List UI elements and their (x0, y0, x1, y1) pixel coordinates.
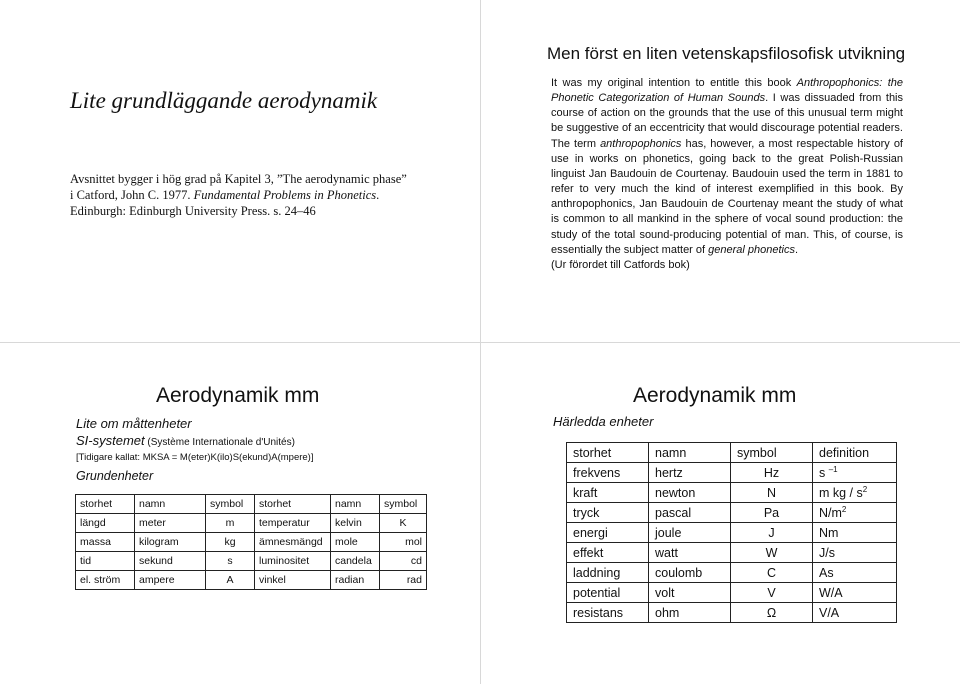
table-cell: N (731, 483, 813, 503)
header-cell: definition (813, 443, 897, 463)
table-cell: coulomb (649, 563, 731, 583)
table-cell: energi (567, 523, 649, 543)
table-header-row (76, 495, 427, 514)
header-cell: symbol (731, 443, 813, 463)
slide4-title: Aerodynamik mm (633, 384, 797, 407)
quote-italic-3: general phonetics (708, 243, 795, 256)
table-cell: el. ström (76, 571, 135, 590)
reference-book-title: Fundamental Problems in Phonetics (193, 188, 377, 202)
definition-base: N/m (819, 506, 842, 521)
table-header-row (567, 443, 897, 463)
si-label: SI-systemet (76, 433, 145, 448)
table-cell: ampere (135, 571, 206, 590)
table-cell: volt (649, 583, 731, 603)
table-cell: temperatur (255, 514, 331, 533)
table-cell: kraft (567, 483, 649, 503)
slide3-intro (76, 416, 416, 465)
slide1-reference (70, 171, 410, 219)
quote-text-4: . (794, 243, 799, 256)
table-cell (813, 483, 897, 503)
slide3-title: Aerodynamik mm (156, 384, 320, 407)
table-cell (813, 523, 897, 543)
table-cell (813, 563, 897, 583)
table-cell: massa (76, 533, 135, 552)
table-cell: W (731, 543, 813, 563)
table-row (567, 463, 897, 483)
slide2-quote (551, 76, 903, 273)
table-cell: luminositet (255, 552, 331, 571)
mksa-note: [Tidigare kallat: MKSA = M(eter)K(ilo)S(ekund)A(mpere)] (76, 452, 314, 463)
table-row (76, 552, 427, 571)
table-cell: Ω (731, 603, 813, 623)
table-cell (813, 463, 897, 483)
derived-units-table (566, 442, 897, 623)
definition-exponent: –1 (828, 464, 838, 474)
table-cell: mol (380, 533, 427, 552)
table-cell (813, 503, 897, 523)
table-cell: newton (649, 483, 731, 503)
table-cell: m (206, 514, 255, 533)
header-cell: namn (135, 495, 206, 514)
base-units-heading: Grundenheter (76, 469, 154, 483)
table-row (76, 571, 427, 590)
header-cell: storhet (255, 495, 331, 514)
table-cell: C (731, 563, 813, 583)
table-cell: ämnesmängd (255, 533, 331, 552)
table-row (567, 543, 897, 563)
definition-base: V/A (819, 606, 840, 621)
definition-base: m kg / s (819, 486, 863, 501)
quote-text-1: It was my original intention to entitle this book (551, 77, 797, 89)
definition-base: W/A (819, 586, 843, 601)
header-cell: storhet (567, 443, 649, 463)
table-cell (813, 543, 897, 563)
definition-exponent: 2 (841, 504, 847, 514)
table-row (567, 603, 897, 623)
table-cell: pascal (649, 503, 731, 523)
table-cell: resistans (567, 603, 649, 623)
table-cell: potential (567, 583, 649, 603)
table-cell: meter (135, 514, 206, 533)
table-row (567, 503, 897, 523)
table-cell: ohm (649, 603, 731, 623)
table-cell: s (206, 552, 255, 571)
table-cell: sekund (135, 552, 206, 571)
header-cell: namn (649, 443, 731, 463)
table-row (76, 533, 427, 552)
base-units-table (75, 494, 427, 590)
table-cell: rad (380, 571, 427, 590)
definition-base: As (819, 566, 834, 581)
si-full-name: (Système Internationale d'Unités) (144, 437, 295, 448)
table-cell (813, 583, 897, 603)
table-cell: J (731, 523, 813, 543)
quote-italic-2: anthropophonics (600, 137, 682, 150)
si-system-line (76, 432, 416, 451)
table-row (76, 514, 427, 533)
quote-text-3: has, however, a most respectable history of use in works on phonetics, going back to the great Polish-Russian linguist Jan Baudouin de Courtenay. Baudouin used the term in 1881 to refer to very much the kind of interest exemplified in this book. By anthropophonics, Jan Baudouin de Courtenay meant the study of what is common to all mankind in the sphere of vocal sound production: the study of the total sound-producing potential of man. This, of course, is essentially the subject matter of (551, 137, 903, 256)
table-cell (813, 603, 897, 623)
table-cell: kelvin (331, 514, 380, 533)
table-cell: kilogram (135, 533, 206, 552)
definition-base: Nm (819, 526, 839, 541)
table-cell: watt (649, 543, 731, 563)
table-cell: joule (649, 523, 731, 543)
table-cell: Pa (731, 503, 813, 523)
definition-base: J/s (819, 546, 835, 561)
table-row (567, 583, 897, 603)
table-row (567, 563, 897, 583)
table-cell: mole (331, 533, 380, 552)
table-cell: candela (331, 552, 380, 571)
reference-text: Avsnittet bygger i hög grad på Kapitel 3, ”The aerodynamic phase” i Catford, John C. 1977. (70, 172, 407, 202)
table-cell: frekvens (567, 463, 649, 483)
table-cell: cd (380, 552, 427, 571)
reference-publisher: . Edinburgh: Edinburgh University Press. s. 24–46 (70, 188, 380, 218)
table-cell: K (380, 514, 427, 533)
definition-exponent: 2 (862, 484, 868, 494)
table-cell: tryck (567, 503, 649, 523)
table-cell: Hz (731, 463, 813, 483)
derived-units-heading: Härledda enheter (553, 414, 654, 429)
table-cell: kg (206, 533, 255, 552)
table-cell: radian (331, 571, 380, 590)
quote-text-2: . I was dissuaded from this course of action on the grounds that the use of this unusual term might be suggestive of an eccentricity that would discourage potential readers. The term (551, 92, 903, 150)
header-cell: namn (331, 495, 380, 514)
table-cell: längd (76, 514, 135, 533)
table-cell: effekt (567, 543, 649, 563)
divider-vertical (480, 0, 481, 684)
table-cell: A (206, 571, 255, 590)
header-cell: symbol (206, 495, 255, 514)
header-cell: storhet (76, 495, 135, 514)
table-row (567, 483, 897, 503)
quote-italic-1: Anthropophonics: the Phonetic Categorization of Human Sounds (551, 77, 903, 105)
table-cell: V (731, 583, 813, 603)
quote-source: (Ur förordet till Catfords bok) (551, 258, 690, 271)
table-cell: hertz (649, 463, 731, 483)
table-row (567, 523, 897, 543)
table-cell: tid (76, 552, 135, 571)
table-cell: laddning (567, 563, 649, 583)
table-cell: vinkel (255, 571, 331, 590)
slide2-title: Men först en liten vetenskapsfilosofisk utvikning (547, 44, 906, 63)
header-cell: symbol (380, 495, 427, 514)
definition-base: s (819, 466, 829, 481)
slide1-title: Lite grundläggande aerodynamik (70, 88, 378, 113)
units-heading: Lite om måttenheter (76, 416, 192, 431)
